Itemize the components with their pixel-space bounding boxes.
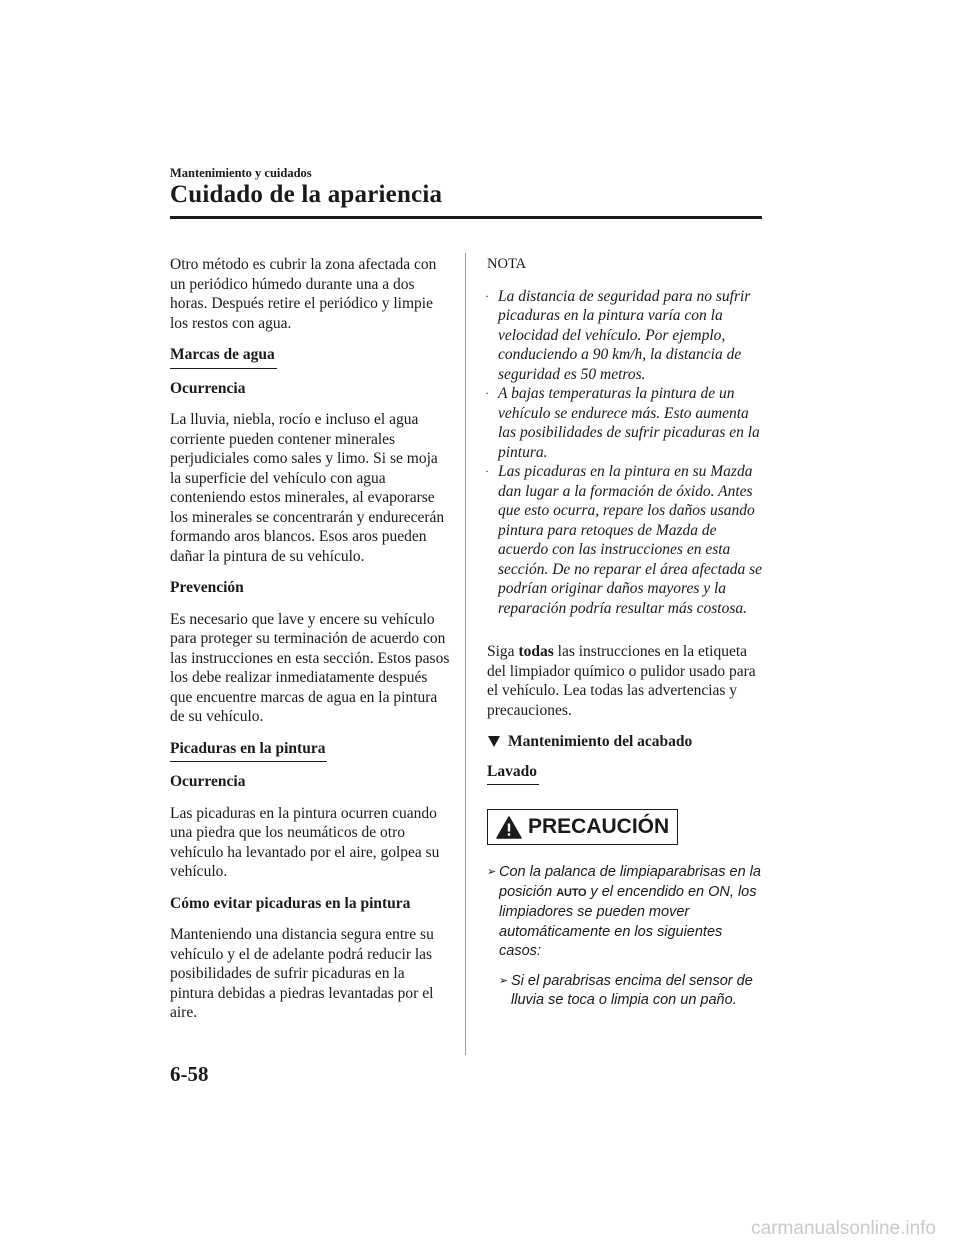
- intro-paragraph: Otro método es cubrir la zona afectada con un periódico húmedo durante una a dos horas. Después retire el periódico y limpie los restos con agua.: [170, 256, 437, 332]
- note-text: La distancia de seguridad para no sufrir picaduras en la pintura varía con la velocidad del vehículo. Por ejemplo, conduciendo a 90 km/h, la distancia de seguridad es 50 metros.: [498, 287, 751, 383]
- chips-heading: Picaduras en la pintura: [170, 739, 327, 763]
- page-number: 6-58: [170, 1062, 209, 1086]
- left-column: [170, 255, 450, 1035]
- caution-box: [487, 809, 678, 845]
- bullet-dot-icon: ·: [485, 288, 489, 303]
- section-label: Mantenimiento y cuidados: [170, 166, 312, 180]
- chips-avoid-text: Manteniendo una distancia segura entre su vehículo y el de adelante podrá reducir las posibilidades de sufrir picaduras en la pintura debidas a piedras levantadas por el aire.: [170, 926, 434, 1021]
- warning-triangle-icon: [496, 816, 522, 839]
- caution-item: [487, 863, 762, 962]
- arrow-bullet-icon: ➢: [487, 866, 497, 878]
- caution-item-pre: Con la palanca de limpiaparabrisas en la posición: [499, 864, 761, 900]
- water-marks-occurrence-label: Ocurrencia: [170, 379, 246, 397]
- maintenance-heading-text: Mantenimiento del acabado: [508, 733, 693, 750]
- caution-sub-item: [499, 972, 762, 1011]
- follow-bold: todas: [518, 643, 554, 660]
- caution-item-post: y el encendido en ON, los limpiadores se pueden mover automáticamente en los siguientes casos:: [499, 883, 757, 959]
- auto-position-icon: AUTO: [556, 886, 587, 899]
- follow-instructions-paragraph: [487, 642, 762, 720]
- column-divider: [465, 253, 466, 1055]
- chips-occurrence-label: Ocurrencia: [170, 773, 246, 790]
- water-marks-prevention-text: Es necesario que lave y encere su vehículo para proteger su terminación de acuerdo con las instrucciones en esta sección. Estos pasos los debe realizar inmediatamente después que encuentre marcas de agua en la pintura de su vehículo.: [170, 610, 450, 725]
- water-marks-heading: Marcas de agua: [170, 345, 277, 369]
- note-item: [487, 462, 762, 618]
- title-rule: [170, 216, 762, 219]
- arrow-bullet-icon: ➢: [499, 974, 509, 987]
- page-title: Cuidado de la apariencia: [170, 181, 443, 208]
- note-item: [487, 287, 762, 385]
- note-text: A bajas temperaturas la pintura de un vehículo se endurece más. Esto aumenta las posibilidades de sufrir picaduras en la pintura.: [498, 385, 760, 461]
- right-column: [487, 255, 762, 1021]
- note-title: NOTA: [487, 256, 527, 272]
- water-marks-occurrence-text: La lluvia, niebla, rocío e incluso el agua corriente pueden contener minerales perjudiciales como sales y limo. Si se moja la superficie del vehículo con agua conteniendo estos minerales, al evaporarse los minerales se concentrarán y endurecerán formando aros blancos. Esos aros pueden dañar la pintura de su vehículo.: [170, 411, 445, 565]
- water-marks-prevention-label: Prevención: [170, 579, 244, 596]
- note-item: [487, 384, 762, 462]
- down-triangle-icon: [488, 736, 500, 747]
- bullet-dot-icon: ·: [485, 464, 489, 478]
- washing-heading: Lavado: [487, 762, 539, 786]
- follow-pre: Siga: [487, 643, 515, 660]
- caution-label: PRECAUCIÓN: [528, 815, 670, 839]
- note-text: Las picaduras en la pintura en su Mazda dan lugar a la formación de óxido. Antes que esto ocurra, repare los daños usando pintura para retoques de Mazda de acuerdo con las instrucciones en esta sección. De no reparar el área afectada se podrían originar daños mayores y la reparación podría resultar más costosa.: [498, 463, 763, 617]
- watermark: carmanualsonline.info: [751, 1218, 936, 1239]
- caution-sub-text: Si el parabrisas encima del sensor de lluvia se toca o limpia con un paño.: [511, 972, 753, 1008]
- caution-list: [487, 863, 762, 1011]
- chips-occurrence-text: Las picaduras en la pintura ocurren cuando una piedra que los neumáticos de otro vehículo ha levantado por el aire, golpea su vehículo.: [170, 804, 440, 880]
- chips-avoid-label: Cómo evitar picaduras en la pintura: [170, 894, 411, 912]
- maintenance-heading: [487, 732, 762, 752]
- follow-post: las instrucciones en la etiqueta del limpiador químico o pulidor usado para el vehículo. Lea todas las advertencias y precauciones.: [487, 643, 756, 719]
- bullet-dot-icon: ·: [485, 386, 489, 400]
- note-list: [487, 287, 762, 619]
